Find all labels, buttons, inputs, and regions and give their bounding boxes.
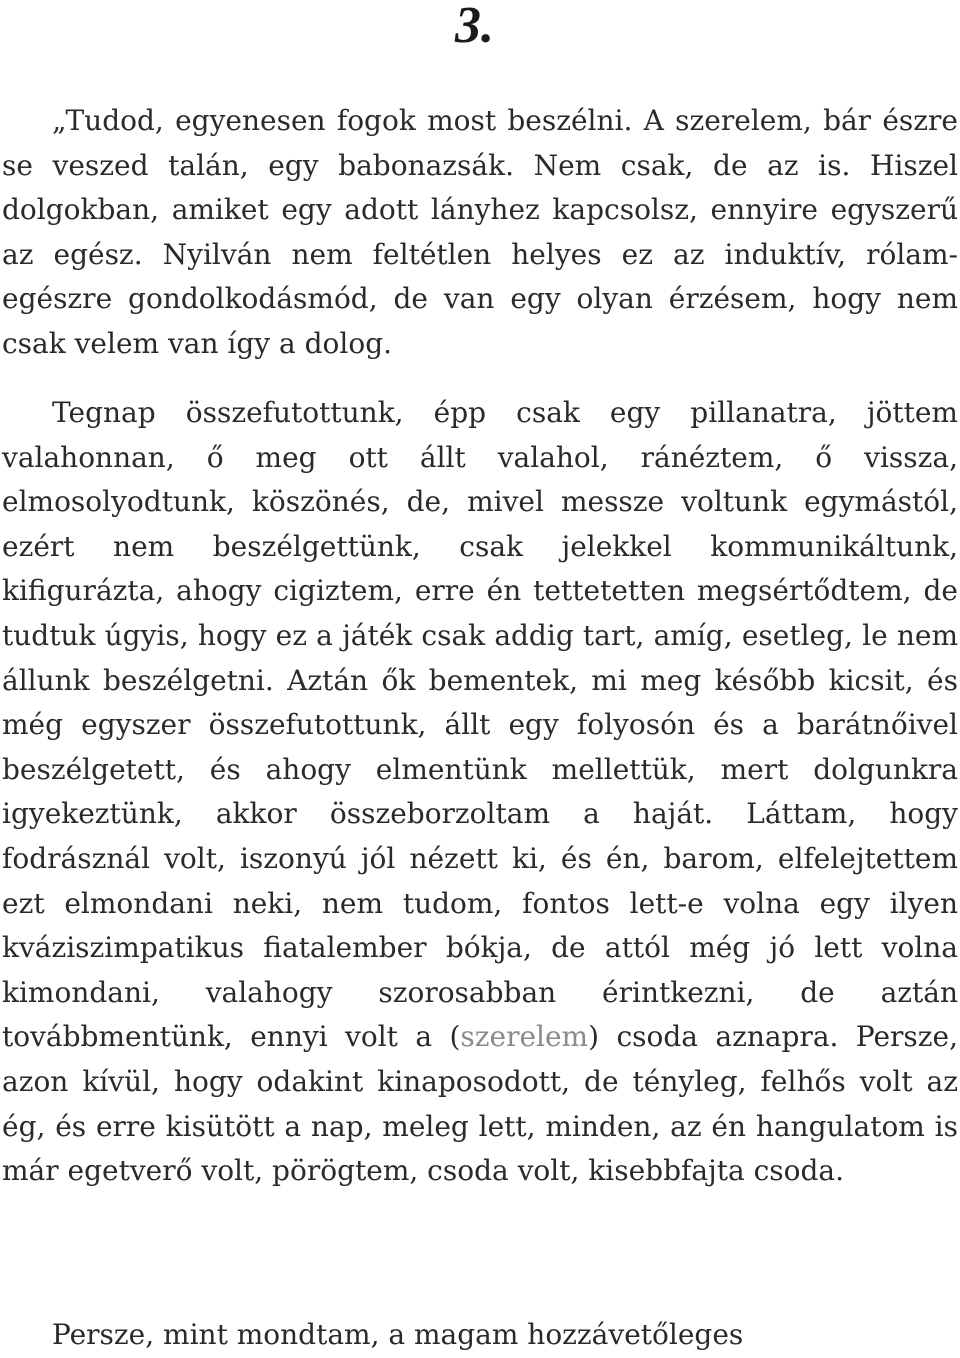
paragraph-2-text-after: ) csoda aznapra. Persze, azon kívül, hogy odakint kinaposodott, de tényleg, felhős volt az ég, és erre kisütött a nap, meleg lett, minden, az én hangulatom is már egetverő volt, pörögtem, csoda volt, kisebbfajta csoda. <box>2 1020 958 1188</box>
paragraph-3 <box>2 1313 958 1358</box>
highlighted-word: szerelem <box>460 1020 589 1054</box>
paragraph-1-text: „Tudod, egyenesen fogok most beszélni. A szerelem, bár észre se veszed talán, egy babonazsák. Nem csak, de az is. Hiszel dolgokban, amiket egy adott lányhez kapcsolsz, ennyire egyszerű az egész. Nyilván nem feltétlen helyes ez az induktív, rólam-egészre gondolkodásmód, de van egy olyan érzésem, hogy nem csak velem van így a dolog. <box>2 104 958 360</box>
paragraph-2 <box>2 391 958 1194</box>
chapter-number: 3. <box>455 0 494 54</box>
paragraph-1 <box>2 99 958 367</box>
paragraph-2-text-before: Tegnap összefutottunk, épp csak egy pillanatra, jöttem valahonnan, ő meg ott állt valahol, ránéztem, ő vissza, elmosolyodtunk, köszönés, de, mivel messze voltunk egymástól, ezért nem beszélgettünk, csak jelekkel kommunikáltunk, kifigurázta, ahogy cigiztem, erre én tettetetten megsértődtem, de tudtuk úgyis, hogy ez a játék csak addig tart, amíg, esetleg, le nem állunk beszélgetni. Aztán ők bementek, mi meg később kicsit, és még egyszer összefutottunk, állt egy folyosón és a barátnőivel beszélgetett, és ahogy elmentünk mellettük, mert dolgunkra igyekeztünk, akkor összeborzoltam a haját. Láttam, hogy fodrásznál volt, iszonyú jól nézett ki, és én, barom, elfelejtettem ezt elmondani neki, nem tudom, fontos lett-e volna egy ilyen kváziszimpatikus fiatalember bókja, de attól még jó lett volna kimondani, valahogy szorosabban érintkezni, de aztán továbbmentünk, ennyi volt a ( <box>2 396 958 1054</box>
paragraph-3-text: Persze, mint mondtam, a magam hozzávetőleges <box>52 1318 744 1351</box>
